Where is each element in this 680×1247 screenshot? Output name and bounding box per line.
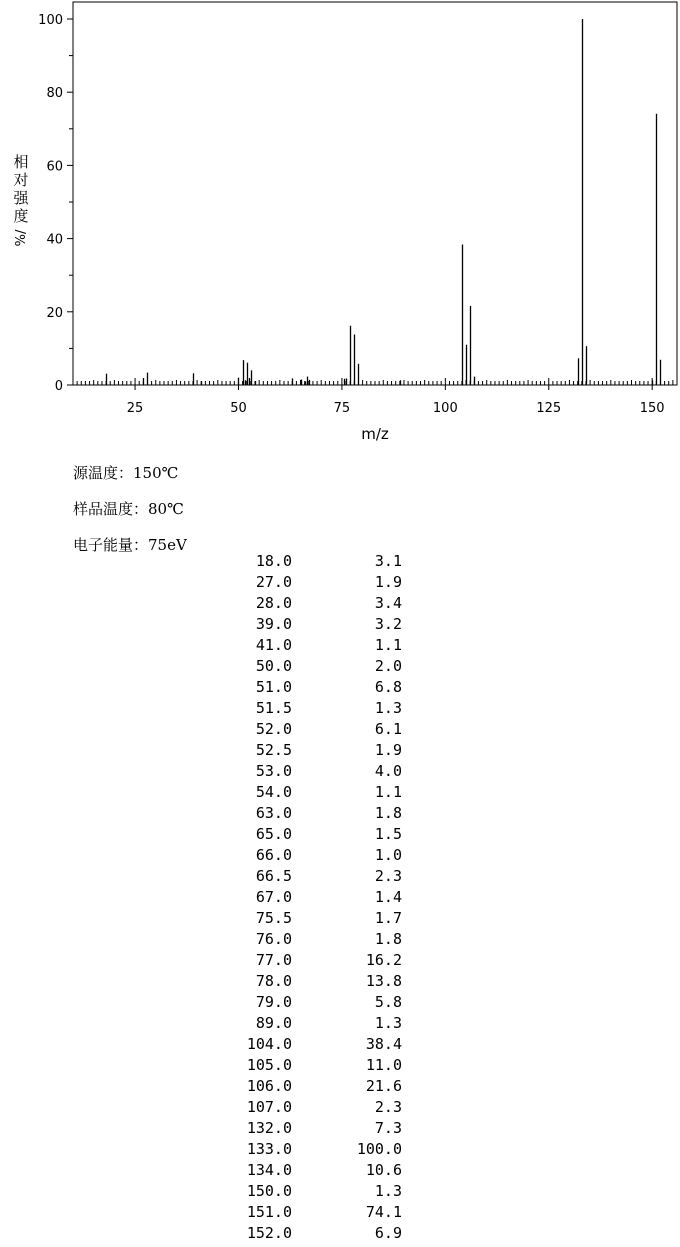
table-row (200, 929, 402, 950)
abundance-cell: 11.0 (365, 1056, 402, 1074)
abundance-cell: 3.1 (374, 552, 402, 570)
table-row (200, 782, 402, 803)
abundance-cell: 1.4 (374, 888, 402, 906)
table-row (200, 866, 402, 887)
mz-cell: 79.0 (255, 993, 292, 1011)
mz-cell: 52.5 (255, 741, 292, 759)
mz-cell: 41.0 (255, 636, 292, 654)
mz-cell: 107.0 (246, 1098, 292, 1116)
table-row (200, 677, 402, 698)
table-row (200, 1139, 402, 1160)
mz-cell: 51.5 (255, 699, 292, 717)
mz-cell: 63.0 (255, 804, 292, 822)
y-axis-label-char-4: 度 (13, 207, 29, 225)
mz-cell: 66.0 (255, 846, 292, 864)
mz-cell: 152.0 (246, 1224, 292, 1242)
mz-cell: 133.0 (246, 1140, 292, 1158)
abundance-cell: 1.1 (374, 783, 402, 801)
abundance-cell: 1.3 (374, 1014, 402, 1032)
mz-cell: 28.0 (255, 594, 292, 612)
peak-table (200, 551, 402, 1244)
mz-cell: 106.0 (246, 1077, 292, 1095)
x-tick-label: 50 (230, 401, 247, 416)
table-row (200, 719, 402, 740)
x-tick-label: 25 (126, 401, 144, 416)
abundance-cell: 13.8 (365, 972, 402, 990)
table-row (200, 908, 402, 929)
mass-spectrum-chart (0, 0, 680, 450)
abundance-cell: 1.9 (374, 573, 402, 591)
table-row (200, 1160, 402, 1181)
table-row (200, 614, 402, 635)
mz-cell: 78.0 (255, 972, 292, 990)
mz-cell: 77.0 (255, 951, 292, 969)
electron-energy: 电子能量：75eV (73, 536, 187, 554)
mz-cell: 76.0 (255, 930, 292, 948)
y-axis-label-unit: %/ (14, 229, 29, 247)
mz-cell: 51.0 (255, 678, 292, 696)
mz-cell: 75.5 (255, 909, 292, 927)
table-row (200, 1013, 402, 1034)
mz-cell: 18.0 (255, 552, 292, 570)
abundance-cell: 6.8 (374, 678, 402, 696)
y-axis-label (13, 153, 29, 246)
peak-bars (107, 19, 661, 385)
table-row (200, 572, 402, 593)
abundance-cell: 16.2 (365, 951, 402, 969)
source-temperature: 源温度：150℃ (73, 464, 179, 482)
abundance-cell: 100.0 (356, 1140, 402, 1158)
table-row (200, 740, 402, 761)
mz-cell: 67.0 (255, 888, 292, 906)
table-row (200, 1202, 402, 1223)
table-row (200, 593, 402, 614)
mz-cell: 89.0 (255, 1014, 292, 1032)
abundance-cell: 74.1 (365, 1203, 402, 1221)
sample-temperature: 样品温度：80℃ (73, 500, 184, 518)
abundance-cell: 1.7 (374, 909, 402, 927)
plot-frame (73, 2, 677, 385)
abundance-cell: 3.2 (374, 615, 402, 633)
mz-cell: 151.0 (246, 1203, 292, 1221)
x-tick-label: 75 (333, 401, 351, 416)
table-row (200, 1076, 402, 1097)
y-axis-label-char-3: 强 (13, 189, 29, 207)
y-axis-label-char-1: 相 (13, 153, 29, 171)
mz-cell: 104.0 (246, 1035, 292, 1053)
table-row (200, 971, 402, 992)
table-row (200, 656, 402, 677)
mz-cell: 50.0 (255, 657, 292, 675)
abundance-cell: 21.6 (365, 1077, 402, 1095)
y-tick-label: 0 (54, 379, 63, 394)
table-row (200, 1118, 402, 1139)
mz-cell: 39.0 (255, 615, 292, 633)
table-row (200, 1055, 402, 1076)
abundance-cell: 6.9 (374, 1224, 402, 1242)
y-tick-label: 60 (46, 159, 63, 175)
abundance-cell: 1.5 (374, 825, 402, 843)
abundance-cell: 1.9 (374, 741, 402, 759)
x-tick-label: 100 (432, 401, 458, 416)
y-axis-label-char-2: 对 (13, 171, 29, 189)
y-tick-label: 40 (46, 232, 63, 248)
abundance-cell: 1.0 (374, 846, 402, 864)
mz-cell: 52.0 (255, 720, 292, 738)
mz-cell: 66.5 (255, 867, 292, 885)
table-row (200, 1097, 402, 1118)
x-tick-label: 125 (536, 401, 562, 416)
abundance-cell: 38.4 (365, 1035, 402, 1053)
abundance-cell: 1.8 (374, 930, 402, 948)
table-row (200, 803, 402, 824)
y-axis (38, 13, 73, 394)
abundance-cell: 1.3 (374, 699, 402, 717)
table-row (200, 950, 402, 971)
y-tick-label: 20 (46, 305, 63, 321)
table-row (200, 824, 402, 845)
abundance-cell: 2.3 (374, 867, 402, 885)
abundance-cell: 1.3 (374, 1182, 402, 1200)
y-tick-label: 100 (38, 13, 63, 28)
abundance-cell: 3.4 (374, 594, 402, 612)
x-axis (127, 385, 665, 416)
abundance-cell: 2.0 (374, 657, 402, 675)
mz-cell: 132.0 (246, 1119, 292, 1137)
table-row (200, 698, 402, 719)
abundance-cell: 5.8 (374, 993, 402, 1011)
table-row (200, 1034, 402, 1055)
abundance-cell: 2.3 (374, 1098, 402, 1116)
abundance-cell: 6.1 (374, 720, 402, 738)
mz-cell: 150.0 (246, 1182, 292, 1200)
x-tick-label: 150 (639, 401, 665, 416)
abundance-cell: 10.6 (365, 1161, 402, 1179)
mz-cell: 134.0 (246, 1161, 292, 1179)
abundance-cell: 1.1 (374, 636, 402, 654)
table-row (200, 845, 402, 866)
table-row (200, 887, 402, 908)
mz-cell: 105.0 (246, 1056, 292, 1074)
table-row (200, 551, 402, 572)
mz-cell: 54.0 (255, 783, 292, 801)
table-row (200, 635, 402, 656)
abundance-cell: 7.3 (374, 1119, 402, 1137)
y-tick-label: 80 (46, 86, 63, 102)
table-row (200, 992, 402, 1013)
mz-cell: 53.0 (255, 762, 292, 780)
table-row (200, 761, 402, 782)
x-axis-label: m/z (361, 425, 389, 443)
table-row (200, 1181, 402, 1202)
table-row (200, 1223, 402, 1244)
mz-cell: 27.0 (255, 573, 292, 591)
mz-cell: 65.0 (255, 825, 292, 843)
abundance-cell: 1.8 (374, 804, 402, 822)
abundance-cell: 4.0 (374, 762, 402, 780)
